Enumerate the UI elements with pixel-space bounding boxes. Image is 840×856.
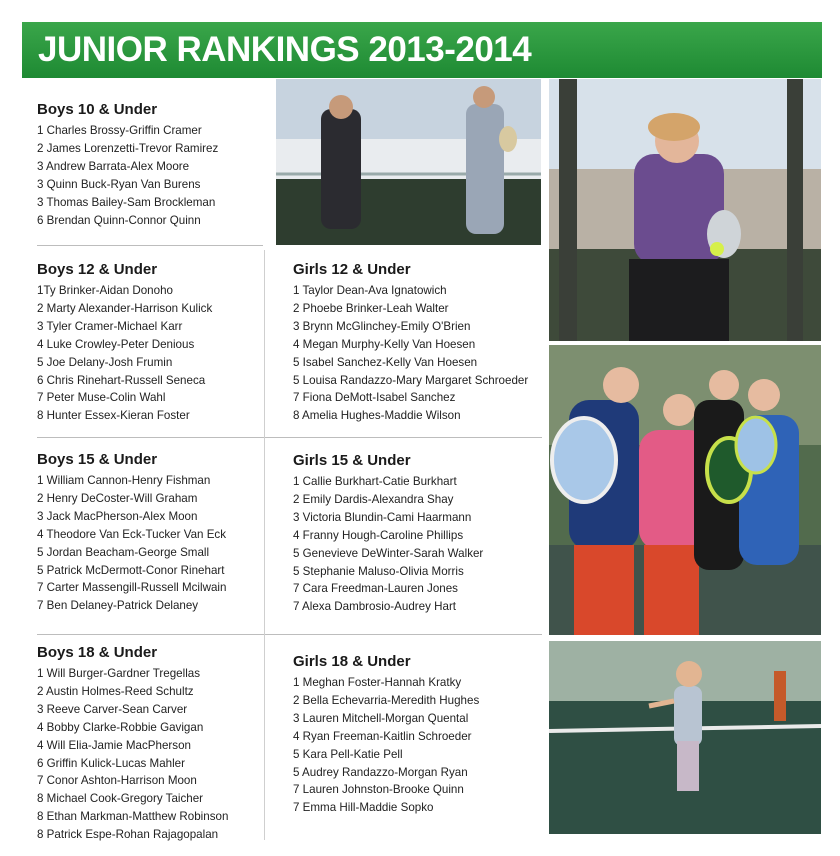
ranking-entry: 8 Patrick Espe-Rohan Rajagopalan bbox=[37, 828, 219, 842]
ranking-entry: 1Ty Brinker-Aidan Donoho bbox=[37, 284, 173, 297]
ranking-entry: 1 Charles Brossy-Griffin Cramer bbox=[37, 124, 202, 137]
ranking-list bbox=[37, 472, 226, 615]
ranking-list bbox=[293, 473, 483, 616]
ranking-entry: 4 Megan Murphy-Kelly Van Hoesen bbox=[293, 337, 476, 351]
ranking-entry: 5 Audrey Randazzo-Morgan Ryan bbox=[293, 765, 468, 779]
section-boys-12 bbox=[37, 261, 212, 425]
ranking-entry: 4 Franny Hough-Caroline Phillips bbox=[293, 528, 464, 542]
ranking-entry: 7 Lauren Johnston-Brooke Quinn bbox=[293, 783, 464, 797]
ranking-entry: 3 Tyler Cramer-Michael Karr bbox=[37, 319, 183, 333]
ranking-entry: 3 Reeve Carver-Sean Carver bbox=[37, 702, 188, 716]
ranking-entry: 7 Conor Ashton-Harrison Moon bbox=[37, 774, 197, 788]
section-boys-18 bbox=[37, 644, 228, 844]
ranking-list bbox=[37, 665, 228, 844]
section-girls-18 bbox=[293, 653, 479, 817]
ranking-entry: 1 William Cannon-Henry Fishman bbox=[37, 474, 211, 487]
ranking-entry: 8 Hunter Essex-Kieran Foster bbox=[37, 409, 190, 423]
ranking-entry: 4 Will Elia-Jamie MacPherson bbox=[37, 738, 191, 752]
section-girls-12 bbox=[293, 261, 528, 425]
ranking-entry: 5 Stephanie Maluso-Olivia Morris bbox=[293, 564, 464, 578]
ranking-entry: 5 Louisa Randazzo-Mary Margaret Schroeder bbox=[293, 373, 529, 387]
ranking-entry: 4 Luke Crowley-Peter Denious bbox=[37, 337, 195, 351]
page-title: JUNIOR RANKINGS 2013-2014 bbox=[38, 30, 532, 69]
ranking-list bbox=[293, 674, 479, 817]
ranking-entry: 3 Jack MacPherson-Alex Moon bbox=[37, 509, 198, 523]
ranking-entry: 8 Amelia Hughes-Maddie Wilson bbox=[293, 409, 461, 423]
ranking-entry: 7 Cara Freedman-Lauren Jones bbox=[293, 582, 458, 596]
ranking-entry: 5 Patrick McDermott-Conor Rinehart bbox=[37, 563, 225, 577]
ranking-entry: 7 Fiona DeMott-Isabel Sanchez bbox=[293, 391, 456, 405]
ranking-entry: 7 Alexa Dambrosio-Audrey Hart bbox=[293, 600, 457, 614]
ranking-entry: 4 Theodore Van Eck-Tucker Van Eck bbox=[37, 527, 227, 541]
photo-four-girls-with-paddles bbox=[549, 345, 821, 635]
section-boys-10 bbox=[37, 101, 218, 229]
ranking-entry: 7 Ben Delaney-Patrick Delaney bbox=[37, 599, 199, 613]
ranking-entry: 4 Ryan Freeman-Kaitlin Schroeder bbox=[293, 729, 472, 743]
section-title: Boys 12 & Under bbox=[37, 261, 158, 278]
ranking-entry: 8 Michael Cook-Gregory Taicher bbox=[37, 792, 204, 806]
ranking-entry: 2 James Lorenzetti-Trevor Ramirez bbox=[37, 141, 219, 155]
ranking-entry: 6 Griffin Kulick-Lucas Mahler bbox=[37, 756, 185, 770]
photo-two-boys-paddle-court bbox=[276, 79, 541, 245]
ranking-entry: 2 Phoebe Brinker-Leah Walter bbox=[293, 301, 449, 315]
section-title: Boys 10 & Under bbox=[37, 101, 158, 118]
photo-girl-hitting-paddle-ball bbox=[549, 79, 821, 341]
ranking-entry: 3 Quinn Buck-Ryan Van Burens bbox=[37, 177, 201, 191]
ranking-entry: 3 Brynn McGlinchey-Emily O'Brien bbox=[293, 319, 471, 333]
divider bbox=[37, 634, 542, 635]
ranking-entry: 3 Andrew Barrata-Alex Moore bbox=[37, 159, 190, 173]
ranking-entry: 3 Lauren Mitchell-Morgan Quental bbox=[293, 711, 469, 725]
ranking-entry: 5 Genevieve DeWinter-Sarah Walker bbox=[293, 546, 484, 560]
photo-young-child-on-court bbox=[549, 641, 821, 834]
ranking-entry: 6 Brendan Quinn-Connor Quinn bbox=[37, 213, 201, 227]
ranking-entry: 1 Will Burger-Gardner Tregellas bbox=[37, 667, 201, 680]
ranking-entry: 8 Ethan Markman-Matthew Robinson bbox=[37, 810, 229, 824]
ranking-entry: 6 Chris Rinehart-Russell Seneca bbox=[37, 373, 206, 387]
divider bbox=[37, 437, 542, 438]
ranking-entry: 7 Carter Massengill-Russell Mcilwain bbox=[37, 581, 227, 595]
ranking-entry: 4 Bobby Clarke-Robbie Gavigan bbox=[37, 720, 204, 734]
ranking-entry: 5 Joe Delany-Josh Frumin bbox=[37, 355, 173, 369]
ranking-entry: 5 Kara Pell-Katie Pell bbox=[293, 747, 403, 761]
header-banner bbox=[22, 22, 822, 78]
ranking-entry: 7 Peter Muse-Colin Wahl bbox=[37, 391, 166, 405]
ranking-entry: 2 Emily Dardis-Alexandra Shay bbox=[293, 492, 454, 506]
section-title: Boys 15 & Under bbox=[37, 451, 158, 468]
ranking-entry: 7 Emma Hill-Maddie Sopko bbox=[293, 801, 434, 815]
ranking-entry: 2 Henry DeCoster-Will Graham bbox=[37, 491, 198, 505]
section-title: Girls 15 & Under bbox=[293, 452, 411, 469]
column-divider bbox=[264, 250, 265, 840]
ranking-entry: 5 Jordan Beacham-George Small bbox=[37, 545, 210, 559]
ranking-entry: 1 Meghan Foster-Hannah Kratky bbox=[293, 676, 462, 689]
ranking-list bbox=[37, 282, 212, 425]
section-title: Girls 12 & Under bbox=[293, 261, 411, 278]
ranking-list bbox=[37, 122, 218, 229]
section-girls-15 bbox=[293, 452, 483, 616]
divider bbox=[37, 245, 263, 246]
section-title: Girls 18 & Under bbox=[293, 653, 411, 670]
section-title: Boys 18 & Under bbox=[37, 644, 158, 661]
ranking-entry: 2 Bella Echevarria-Meredith Hughes bbox=[293, 693, 480, 707]
ranking-entry: 1 Taylor Dean-Ava Ignatowich bbox=[293, 284, 447, 297]
ranking-entry: 1 Callie Burkhart-Catie Burkhart bbox=[293, 475, 457, 488]
ranking-entry: 2 Austin Holmes-Reed Schultz bbox=[37, 684, 194, 698]
ranking-list bbox=[293, 282, 528, 425]
ranking-entry: 2 Marty Alexander-Harrison Kulick bbox=[37, 301, 213, 315]
ranking-entry: 5 Isabel Sanchez-Kelly Van Hoesen bbox=[293, 355, 478, 369]
ranking-entry: 3 Thomas Bailey-Sam Brockleman bbox=[37, 195, 216, 209]
section-boys-15 bbox=[37, 451, 226, 615]
ranking-entry: 3 Victoria Blundin-Cami Haarmann bbox=[293, 510, 472, 524]
